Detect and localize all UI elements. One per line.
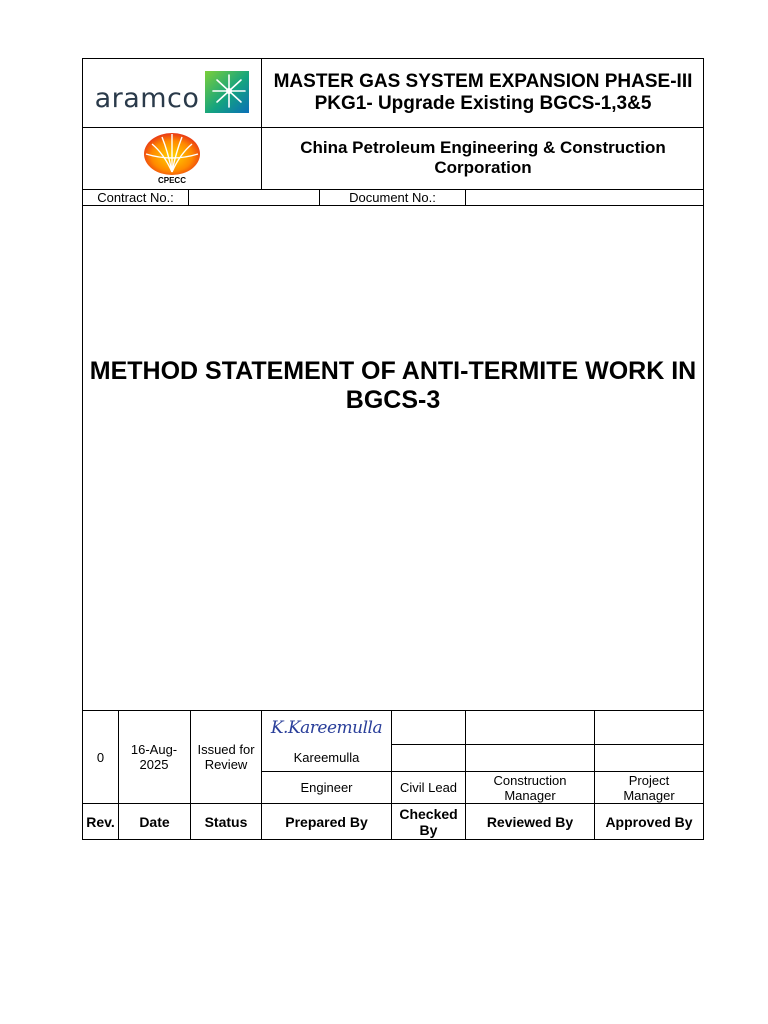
divider [594,710,595,839]
company-name: China Petroleum Engineering & Construction Corporation [300,138,666,177]
project-title: MASTER GAS SYSTEM EXPANSION PHASE-III PKG1- Upgrade Existing BGCS-1,3&5 [273,71,693,114]
header-checked: Checked By [399,805,458,838]
header-reviewed: Reviewed By [486,813,574,830]
divider [190,710,191,839]
document-value [466,189,703,206]
header-prepared: Prepared By [285,813,368,830]
divider [83,710,703,711]
rev-number: 0 [96,749,105,765]
aramco-wordmark: aramco [94,82,200,114]
header-status: Status [204,813,248,830]
prepared-name: Kareemulla [293,750,360,765]
contract-label: Contract No.: [97,190,174,205]
divider [83,127,703,128]
role-prepared: Engineer [300,780,353,795]
divider [83,803,703,804]
cpecc-logo [83,127,261,189]
role-reviewed: Construction Manager [493,772,567,803]
divider [118,710,119,839]
divider [465,189,466,205]
header-date: Date [139,813,170,830]
divider [391,744,703,745]
divider [465,710,466,839]
divider [188,189,189,205]
header-rev: Rev. [86,813,115,830]
rev-date: 16-Aug-2025 [130,742,178,772]
signature-text: K.Kareemulla [270,717,383,738]
divider [83,189,703,190]
divider [261,59,262,189]
rev-status: Issued for Review [197,742,255,772]
cpecc-logo-text: CPECC [157,175,186,185]
divider [83,205,703,206]
divider [261,771,703,772]
aramco-star-icon [205,71,249,113]
role-checked: Civil Lead [399,780,458,795]
divider [261,710,262,839]
divider [319,189,320,205]
divider [391,710,392,839]
prepared-signature [262,711,391,744]
cpecc-logo-icon [142,132,202,176]
role-approved: Project Manager [623,772,675,803]
document-title: METHOD STATEMENT OF ANTI-TERMITE WORK IN BGCS-3 [89,357,697,414]
header-approved: Approved By [605,813,693,830]
document-frame [82,58,704,840]
contract-value [189,189,319,206]
aramco-logo [83,59,261,127]
document-label: Document No.: [349,190,436,205]
